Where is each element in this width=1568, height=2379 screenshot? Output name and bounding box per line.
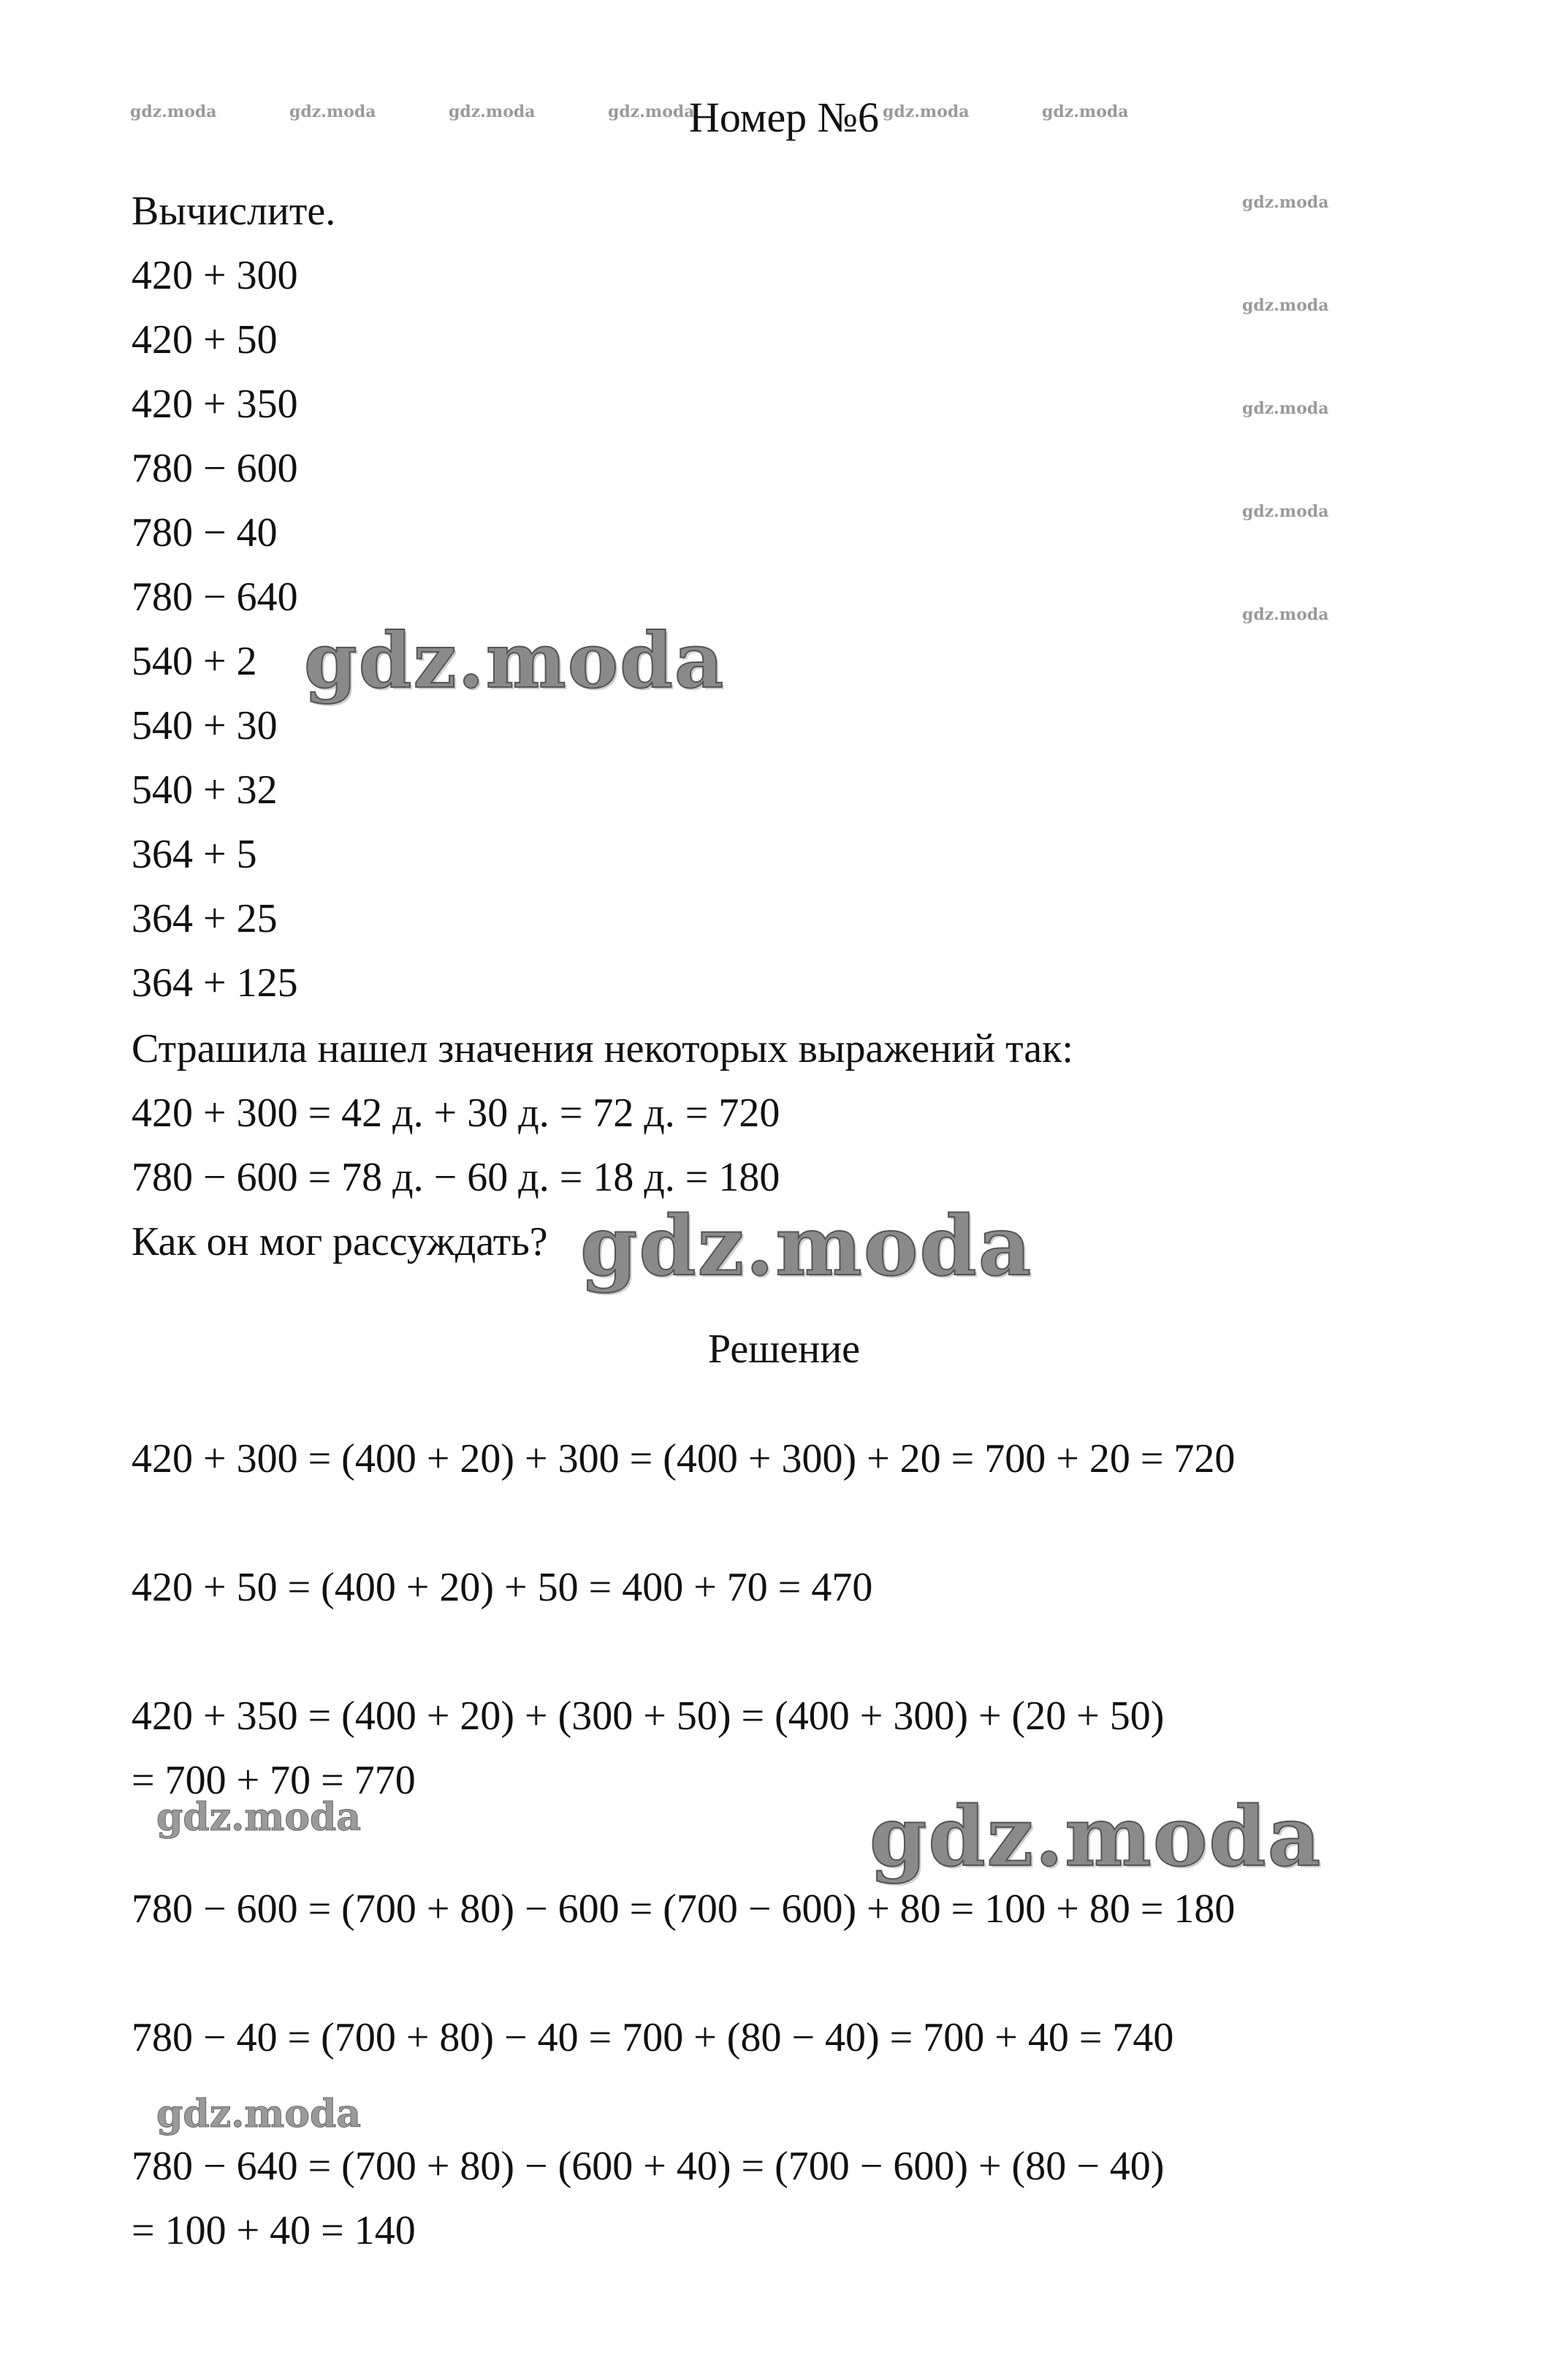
solution-line: 420 + 300 = (400 + 20) + 300 = (400 + 300) + 20 = 700 + 20 = 720 xyxy=(132,1436,1236,1481)
watermark-small: gdz.moda xyxy=(1242,193,1329,212)
watermark-small: gdz.moda xyxy=(608,102,695,121)
watermark-large: gdz.moda xyxy=(580,1199,1033,1294)
watermark-medium: gdz.moda xyxy=(156,1795,362,1840)
solution-line: 780 − 600 = (700 + 80) − 600 = (700 − 600) + 80 = 100 + 80 = 180 xyxy=(132,1886,1236,1932)
solution-line: 780 − 40 = (700 + 80) − 40 = 700 + (80 − 40) = 700 + 40 = 740 xyxy=(132,2015,1174,2060)
task-example: 780 − 600 = 78 д. − 60 д. = 18 д. = 180 xyxy=(132,1155,780,1200)
solution-line: = 700 + 70 = 770 xyxy=(132,1758,416,1803)
solution-line: = 100 + 40 = 140 xyxy=(132,2208,416,2253)
task-expression: 540 + 32 xyxy=(132,767,278,813)
task-expression: 420 + 300 xyxy=(132,253,298,298)
task-expression: 780 − 40 xyxy=(132,510,278,555)
watermark-large: gdz.moda xyxy=(304,615,726,705)
task-expression: 420 + 50 xyxy=(132,317,278,363)
task-expression: 540 + 30 xyxy=(132,703,278,748)
task-expression: 780 − 600 xyxy=(132,446,298,491)
task-expression: 780 − 640 xyxy=(132,574,298,620)
solution-heading: Решение xyxy=(707,1327,861,1372)
watermark-large: gdz.moda xyxy=(869,1789,1322,1885)
solution-line: 420 + 50 = (400 + 20) + 50 = 400 + 70 = 470 xyxy=(132,1565,873,1610)
watermark-small: gdz.moda xyxy=(883,102,970,121)
watermark-small: gdz.moda xyxy=(1242,399,1329,418)
watermark-medium: gdz.moda xyxy=(156,2092,362,2136)
watermark-small: gdz.moda xyxy=(1242,502,1329,521)
task-expression: 540 + 2 xyxy=(132,639,257,684)
task-story: Страшила нашел значения некоторых выражений так: xyxy=(132,1026,1073,1071)
watermark-small: gdz.moda xyxy=(1042,102,1129,121)
task-intro: Вычислите. xyxy=(132,189,336,234)
solution-line: 780 − 640 = (700 + 80) − (600 + 40) = (700 − 600) + (80 − 40) xyxy=(132,2144,1165,2189)
task-expression: 364 + 125 xyxy=(132,960,298,1006)
watermark-small: gdz.moda xyxy=(289,102,376,121)
watermark-small: gdz.moda xyxy=(1242,296,1329,315)
task-example: 420 + 300 = 42 д. + 30 д. = 72 д. = 720 xyxy=(132,1090,780,1136)
watermark-small: gdz.moda xyxy=(130,102,217,121)
watermark-small: gdz.moda xyxy=(449,102,536,121)
task-expression: 364 + 5 xyxy=(132,832,257,877)
task-expression: 364 + 25 xyxy=(132,896,278,941)
solution-line: 420 + 350 = (400 + 20) + (300 + 50) = (400 + 300) + (20 + 50) xyxy=(132,1693,1165,1739)
task-expression: 420 + 350 xyxy=(132,382,298,427)
watermark-small: gdz.moda xyxy=(1242,605,1329,624)
task-question: Как он мог рассуждать? xyxy=(132,1219,548,1264)
page-title: Номер №6 xyxy=(688,94,880,141)
